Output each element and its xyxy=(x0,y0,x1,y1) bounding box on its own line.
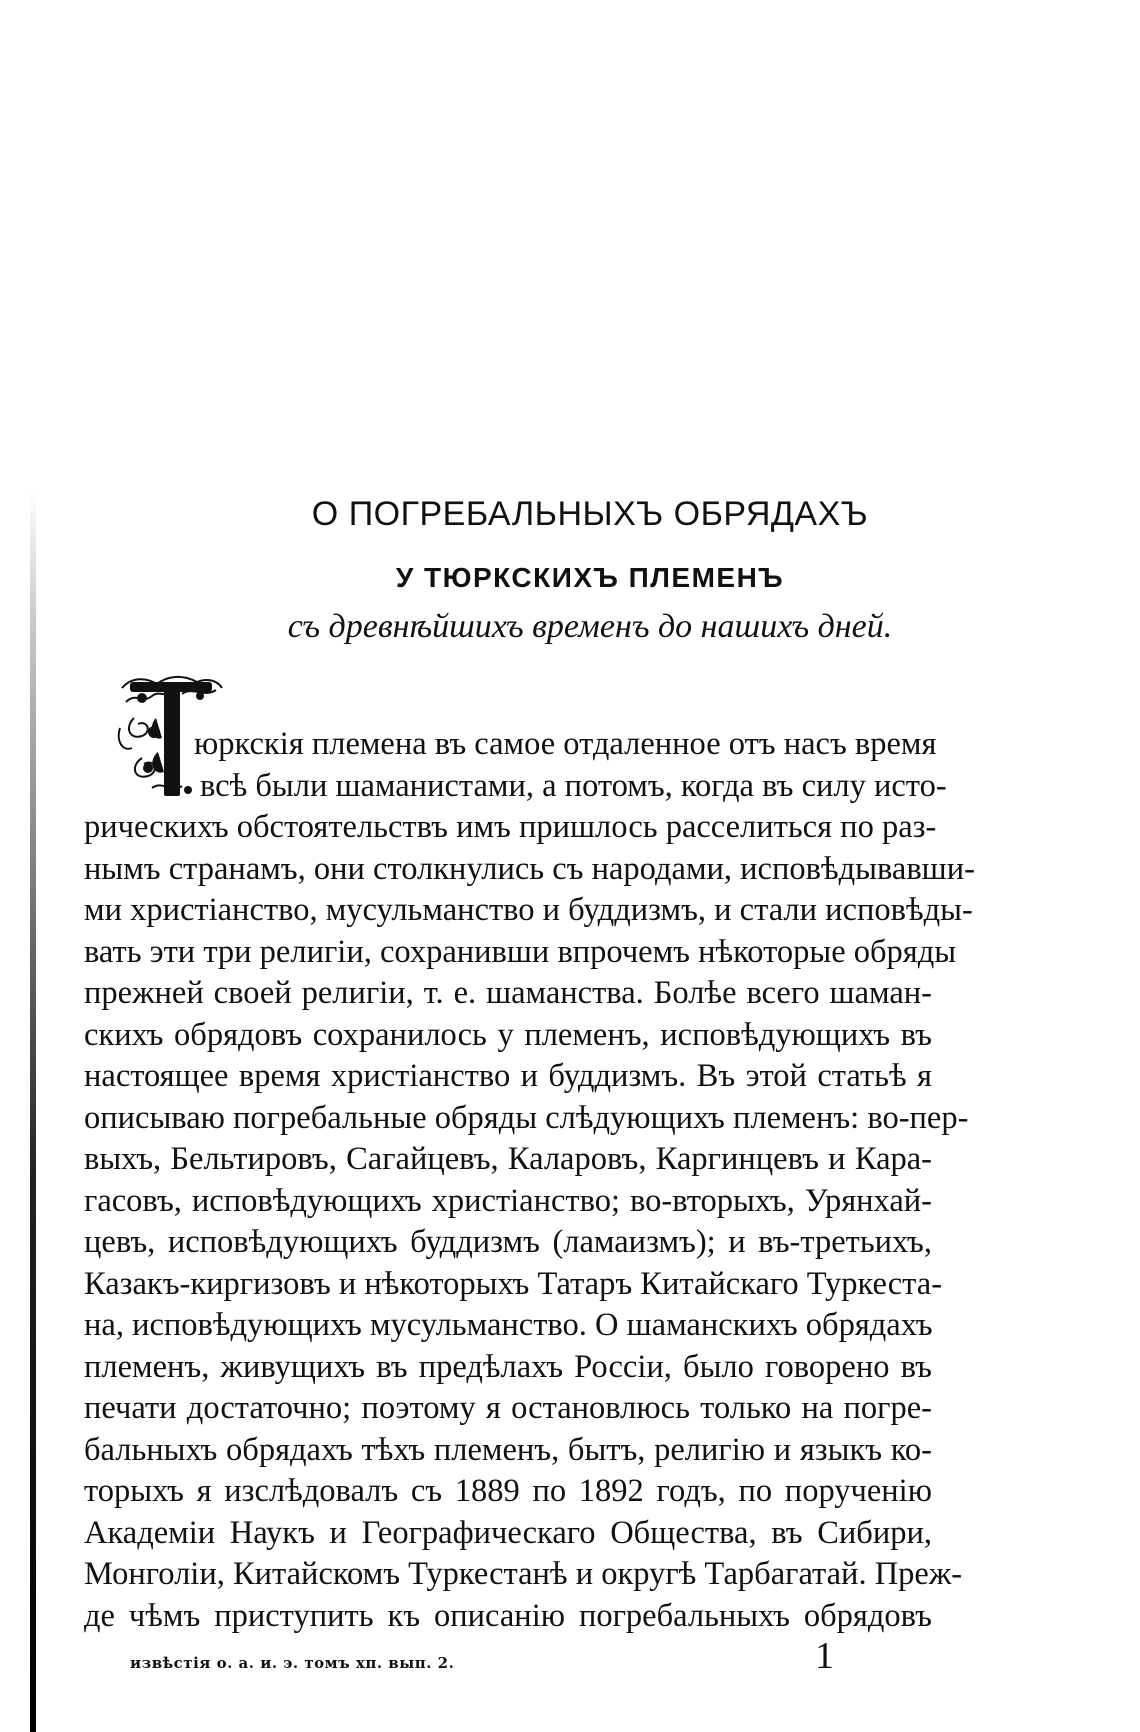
page-tagline: съ древнѣйшихъ временъ до нашихъ дней. xyxy=(287,608,893,645)
body-line: настоящее время христіанство и буддизмъ. Въ этой статьѣ я xyxy=(84,1058,932,1094)
body-line: описываю погребальные обряды слѣдующихъ племенъ: во-пер- xyxy=(84,1099,969,1136)
body-paragraph xyxy=(84,724,975,1637)
page-number: 1 xyxy=(815,1635,834,1677)
body-line: Казакъ-киргизовъ и нѣкоторыхъ Татаръ Китайскаго Туркеста- xyxy=(84,1265,943,1302)
page-title: О ПОГРЕБАЛЬНЫХЪ ОБРЯДАХЪ xyxy=(311,495,869,533)
body-line: печати достаточно; поэтому я остановлюсь только на погре- xyxy=(84,1390,932,1426)
body-line: племенъ, живущихъ въ предѣлахъ Россіи, было говорено въ xyxy=(84,1348,932,1385)
body-line: цевъ, исповѣдующихъ буддизмъ (ламаизмъ); и въ-третьихъ, xyxy=(84,1224,932,1260)
body-line: Академіи Наукъ и Географическаго Общества, въ Сибири, xyxy=(84,1514,932,1551)
body-line: прежней своей религіи, т. е. шаманства. Болѣе всего шаман- xyxy=(84,975,932,1011)
body-line: нымъ странамъ, они столкнулись съ народами, исповѣдывавши- xyxy=(84,850,975,887)
body-line: гасовъ, исповѣдующихъ христіанство; во-вторыхъ, Урянхай- xyxy=(84,1182,932,1219)
body-line: вать эти три религіи, сохранивши впрочемъ нѣкоторые обряды xyxy=(84,933,957,970)
body-line: рическихъ обстоятельствъ имъ пришлось расселиться по раз- xyxy=(84,809,937,845)
body-line: бальныхъ обрядахъ тѣхъ племенъ, бытъ, религію и языкъ ко- xyxy=(84,1431,932,1468)
body-line: торыхъ я изслѣдовалъ съ 1889 по 1892 годъ, по порученію xyxy=(84,1473,932,1509)
binding-shadow xyxy=(30,490,36,1732)
journal-footer: извѣстія о. а. и. э. томъ хп. вып. 2. xyxy=(130,1654,455,1672)
body-line: ми христіанство, мусульманство и буддизмъ, и стали исповѣды- xyxy=(84,892,973,928)
body-line: на, исповѣдующихъ мусульманство. О шаманскихъ обрядахъ xyxy=(84,1307,933,1343)
body-line: выхъ, Бельтировъ, Сагайцевъ, Каларовъ, Каргинцевъ и Кара- xyxy=(84,1141,932,1177)
body-line: всѣ были шаманистами, а потомъ, когда въ силу исто- xyxy=(200,767,947,804)
page-subtitle: У ТЮРКСКИХЪ ПЛЕМЕНЪ xyxy=(395,562,785,593)
body-line: де чѣмъ приступить къ описанію погребальныхъ обрядовъ xyxy=(84,1597,932,1634)
body-line: юркскія племена въ самое отдаленное отъ насъ время xyxy=(194,726,937,762)
body-line: скихъ обрядовъ сохранилось у племенъ, исповѣдующихъ въ xyxy=(84,1016,932,1053)
body-line: Монголіи, Китайскомъ Туркестанѣ и округѣ Тарбагатай. Преж- xyxy=(84,1556,963,1592)
